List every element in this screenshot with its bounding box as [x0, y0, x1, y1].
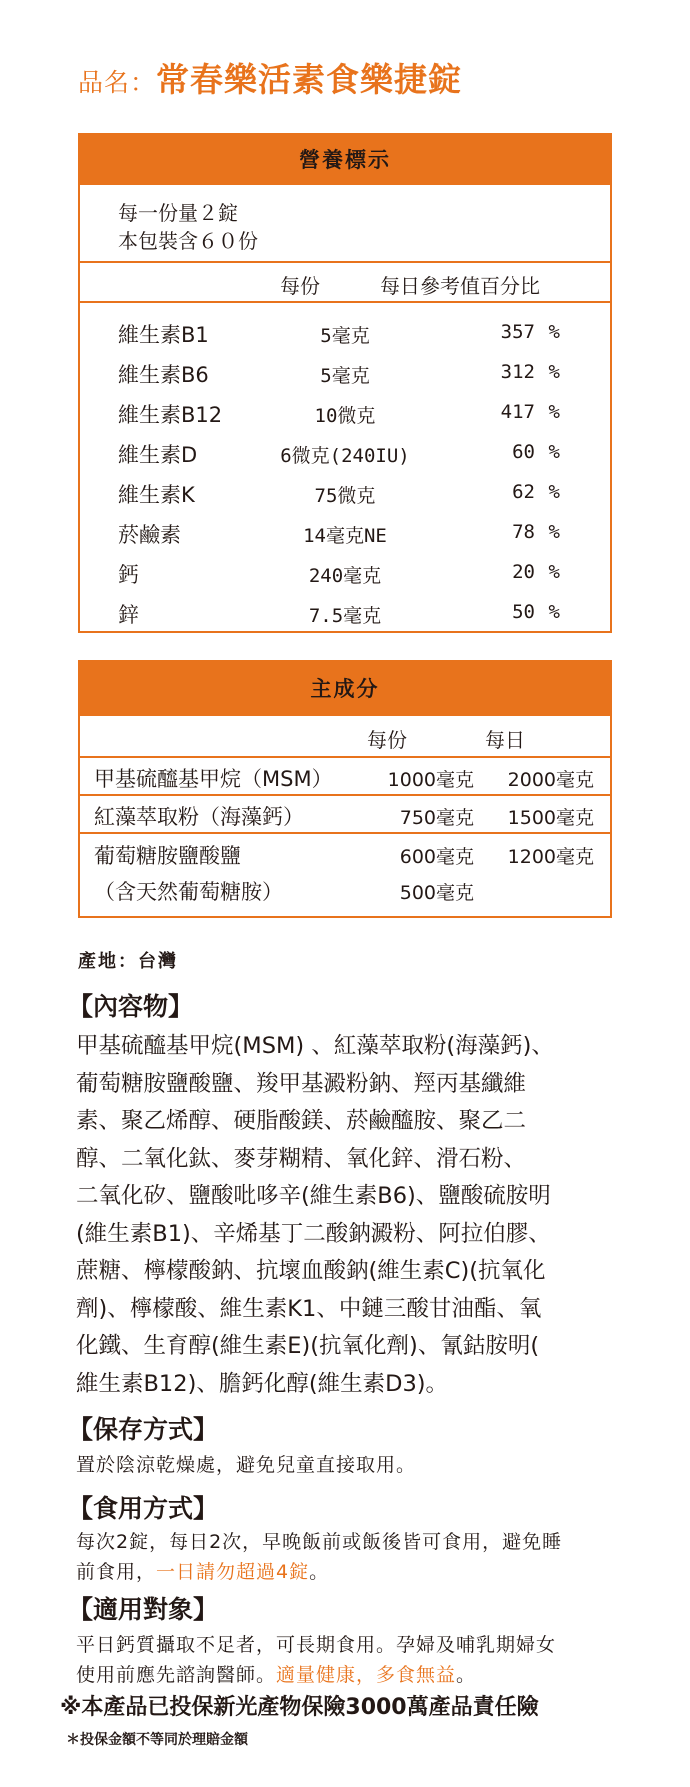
contents-line: 素、聚乙烯醇、硬脂酸鎂、菸鹼醯胺、聚乙二	[76, 1108, 527, 1134]
ingredient-per: 750毫克	[399, 807, 474, 829]
contents-line: 醇、二氧化鈦、麥芽糊精、氧化鋅、滑石粉、	[76, 1145, 527, 1172]
ingredient-day: 1500毫克	[507, 807, 594, 829]
nutrient-amount: 5毫克	[320, 325, 370, 347]
main-row	[80, 794, 610, 832]
serving-info	[80, 185, 610, 261]
nutrient-amount: 7.5毫克	[308, 605, 382, 627]
contents-line: 劑)、檸檬酸、維生素K1、中鏈三酸甘油酯、氧	[76, 1295, 542, 1322]
contents-heading: 【內容物】	[68, 992, 194, 1021]
insurance-notice: ※本產品已投保新光產物保險3000萬產品責任險	[60, 1695, 539, 1720]
nutrient-percent: 78	[512, 521, 535, 543]
nutrient-amount: 75微克	[314, 485, 376, 507]
contents-line: 甲基硫醯基甲烷(MSM) 、紅藻萃取粉(海藻鈣)、	[76, 1033, 554, 1059]
nutrient-name: 維生素D	[118, 443, 198, 467]
nutrition-row	[80, 433, 610, 473]
nutrient-name: 鈣	[118, 563, 139, 587]
nutrient-percent: 62	[512, 481, 535, 503]
ingredient-name-note: （含天然葡萄糖胺）	[94, 880, 283, 904]
target-line-1: 平日鈣質攝取不足者，可長期食用。孕婦及哺乳期婦女	[76, 1634, 557, 1656]
percent-sign: %	[548, 521, 560, 543]
ingredient-per-note: 500毫克	[399, 882, 474, 904]
nutrient-name: 維生素B6	[118, 363, 209, 387]
nutrient-name: 維生素K	[118, 483, 195, 507]
percent-sign: %	[548, 361, 560, 383]
main-row	[80, 832, 610, 916]
nutrition-facts-table	[78, 133, 612, 633]
servings-per-package: 本包裝含６０份	[118, 229, 258, 253]
target-text-b: 。	[456, 1664, 477, 1686]
usage-heading: 【食用方式】	[68, 1494, 219, 1523]
product-label: 品名：	[78, 68, 157, 97]
col-per-serving: 每份	[280, 274, 320, 298]
contents-line: (維生素B1)、辛烯基丁二酸鈉澱粉、阿拉伯膠、	[76, 1220, 551, 1247]
storage-text: 置於陰涼乾燥處，避免兒童直接取用。	[76, 1454, 417, 1476]
ingredient-day: 1200毫克	[507, 846, 594, 868]
product-name: 常春樂活素食樂捷錠	[156, 60, 463, 99]
nutrition-row	[80, 313, 610, 353]
contents-line: 維生素B12)、膽鈣化醇(維生素D3)。	[76, 1370, 449, 1397]
nutrition-row	[80, 513, 610, 553]
percent-sign: %	[548, 321, 560, 343]
nutrient-amount: 10微克	[314, 405, 376, 427]
nutrient-name: 鋅	[118, 603, 139, 627]
contents-line: 葡萄糖胺鹽酸鹽、羧甲基澱粉鈉、羥丙基纖維	[76, 1070, 527, 1097]
col-per-serving: 每份	[367, 728, 407, 752]
target-highlight: 適量健康，多食無益	[276, 1664, 457, 1686]
target-line-2	[76, 1660, 621, 1690]
nutrient-amount: 5毫克	[320, 365, 370, 387]
contents-line: 二氧化矽、鹽酸吡哆辛(維生素B6)、鹽酸硫胺明	[76, 1183, 551, 1209]
col-per-day: 每日	[485, 728, 525, 752]
nutrient-percent: 50	[512, 601, 535, 623]
nutrition-column-headers	[80, 261, 610, 301]
usage-line-2	[76, 1557, 621, 1587]
main-column-headers	[80, 716, 610, 756]
usage-text-b: 。	[309, 1561, 330, 1583]
nutrition-row	[80, 393, 610, 433]
percent-sign: %	[548, 441, 560, 463]
percent-sign: %	[548, 601, 560, 623]
nutrition-row	[80, 593, 610, 633]
insurance-disclaimer: ＊投保金額不等同於理賠金額	[66, 1732, 248, 1748]
percent-sign: %	[548, 561, 560, 583]
origin: 產地：台灣	[78, 951, 178, 972]
nutrition-rows	[80, 301, 610, 633]
main-ingredients-table	[78, 660, 612, 918]
usage-highlight: 一日請勿超過4錠	[156, 1561, 310, 1583]
nutrition-title: 營養標示	[80, 135, 610, 185]
target-text-a: 使用前應先諮詢醫師。	[76, 1664, 277, 1686]
contents-text	[76, 1028, 621, 1403]
nutrition-row	[80, 553, 610, 593]
usage-text-a: 前食用，	[76, 1561, 157, 1583]
target-heading: 【適用對象】	[68, 1595, 219, 1624]
nutrition-row	[80, 353, 610, 393]
percent-sign: %	[548, 481, 560, 503]
nutrient-percent: 60	[512, 441, 535, 463]
nutrition-row	[80, 473, 610, 513]
ingredient-name: 葡萄糖胺鹽酸鹽	[94, 844, 241, 868]
percent-sign: %	[548, 401, 560, 423]
contents-line: 蔗糖、檸檬酸鈉、抗壞血酸鈉(維生素C)(抗氧化	[76, 1258, 546, 1284]
usage-line-1: 每次2錠，每日2次，早晚飯前或飯後皆可食用，避免睡	[76, 1531, 563, 1553]
nutrient-percent: 312	[500, 361, 535, 383]
ingredient-name: 甲基硫醯基甲烷（MSM）	[94, 767, 333, 791]
nutrient-percent: 20	[512, 561, 535, 583]
nutrient-amount: 6微克(240IU)	[280, 445, 410, 467]
nutrient-percent: 357	[500, 321, 535, 343]
storage-heading: 【保存方式】	[68, 1415, 219, 1444]
nutrient-amount: 14毫克NE	[303, 525, 387, 547]
main-row	[80, 756, 610, 794]
serving-size: 每一份量２錠	[118, 201, 238, 225]
product-title	[78, 54, 462, 101]
col-daily-value: 每日參考值百分比	[380, 274, 540, 298]
ingredient-per: 600毫克	[399, 846, 474, 868]
ingredient-per: 1000毫克	[387, 769, 474, 791]
ingredient-name: 紅藻萃取粉（海藻鈣）	[94, 805, 304, 829]
nutrient-name: 維生素B12	[118, 403, 223, 427]
nutrient-name: 菸鹼素	[118, 523, 181, 547]
ingredient-day: 2000毫克	[507, 769, 594, 791]
usage-text	[76, 1527, 621, 1587]
nutrient-name: 維生素B1	[118, 323, 209, 347]
contents-line: 化鐵、生育醇(維生素E)(抗氧化劑)、氰鈷胺明(	[76, 1333, 540, 1359]
target-text	[76, 1630, 621, 1690]
nutrient-percent: 417	[500, 401, 535, 423]
nutrient-amount: 240毫克	[308, 565, 382, 587]
main-ingredients-title: 主成分	[80, 662, 610, 716]
